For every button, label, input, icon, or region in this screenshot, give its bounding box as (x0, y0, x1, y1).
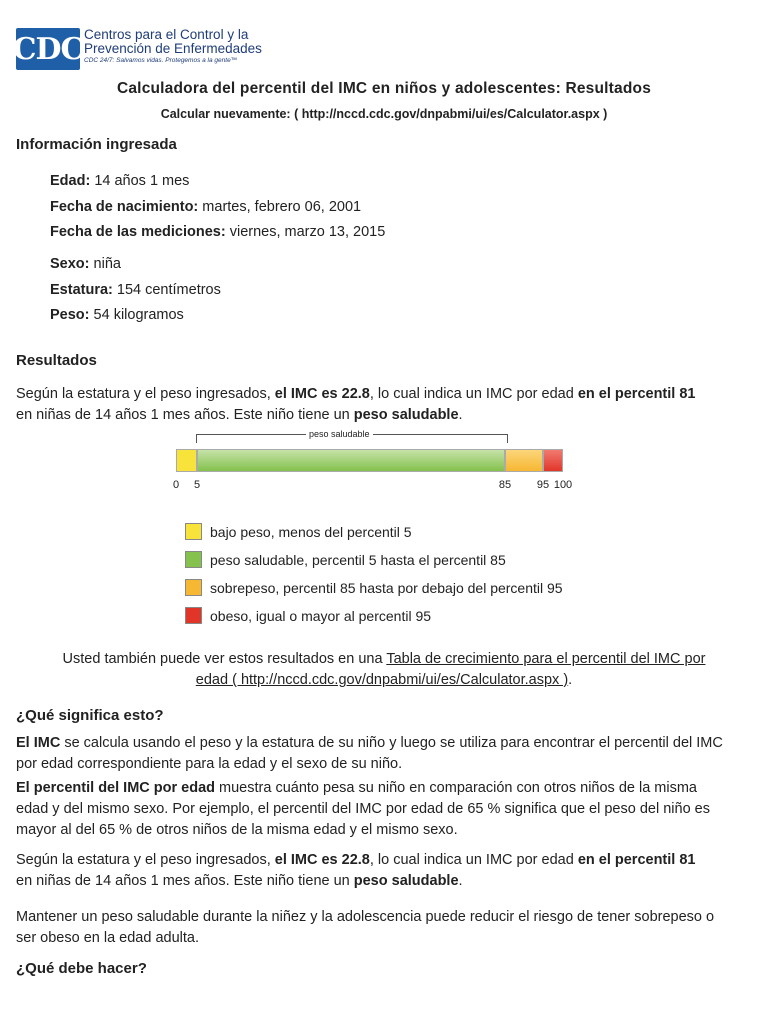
bmi-definition-term: El IMC (16, 735, 61, 751)
tick-95: 95 (536, 479, 550, 491)
growth-chart-text: Usted también puede ver estos resultados en una (62, 651, 387, 667)
recalculate-link[interactable]: Calcular nuevamente: ( http://nccd.cdc.gov/dnpabmi/ui/es/Calculator.aspx ) (160, 107, 608, 121)
page-title: Calculadora del percentil del IMC en niños y adolescentes: Resultados (116, 80, 652, 97)
cdc-logo-text (84, 28, 262, 65)
percentile-definition (16, 778, 726, 841)
tick-5: 5 (193, 479, 201, 491)
bar-underweight (176, 449, 197, 472)
summary-text-1: Según la estatura y el peso ingresados, (16, 852, 275, 868)
info-measure-date (50, 224, 385, 240)
info-height (50, 282, 221, 298)
info-birthdate (50, 199, 361, 215)
sex-label: Sexo: (50, 256, 90, 272)
bmi-value-text: el IMC es 22.8 (274, 386, 370, 402)
legend-label: obeso, igual o mayor al percentil 95 (210, 607, 432, 624)
measure-date-label: Fecha de las mediciones: (50, 224, 226, 240)
results-text-4: . (458, 407, 463, 423)
todo-heading: ¿Qué debe hacer? (16, 960, 147, 977)
results-paragraph (16, 384, 726, 426)
summary-text-4: . (458, 873, 463, 889)
logo-line-1: Centros para el Control y la (84, 27, 249, 42)
percentile-definition-term: El percentil del IMC por edad (16, 780, 216, 796)
logo-line-2: Prevención de Enfermedades (84, 41, 262, 57)
weight-status-text: peso saludable (353, 407, 459, 423)
summary-percentile: en el percentil 81 (577, 852, 696, 868)
results-text-3: en niñas de 14 años 1 mes años. Este niño tiene un (16, 407, 354, 423)
info-heading: Información ingresada (16, 136, 177, 153)
legend-label: bajo peso, menos del percentil 5 (210, 523, 412, 540)
percentile-definition-text: muestra cuánto pesa su niño en comparación con otros niños de la misma edad y del mismo sexo. Por ejemplo, el percentil del IMC por edad de 65 % significa que el peso del niño es mayor al del 65 % de otros niños de la misma edad y el mismo sexo. (16, 780, 710, 838)
age-label: Edad: (50, 173, 91, 189)
legend-underweight (185, 523, 412, 540)
birthdate-label: Fecha de nacimiento: (50, 199, 199, 215)
tick-0: 0 (172, 479, 180, 491)
summary-text-2: , lo cual indica un IMC por edad (369, 852, 578, 868)
maintain-paragraph: Mantener un peso saludable durante la niñez y la adolescencia puede reducir el riesgo de tener sobrepeso o ser obeso en la edad adulta. (16, 909, 715, 946)
results-text-1: Según la estatura y el peso ingresados, (16, 386, 275, 402)
results-text-2: , lo cual indica un IMC por edad (369, 386, 578, 402)
legend-label: peso saludable, percentil 5 hasta el percentil 85 (210, 551, 506, 568)
results-summary (16, 850, 726, 892)
growth-chart-end: . (568, 672, 573, 688)
percentile-text: en el percentil 81 (577, 386, 696, 402)
bar-healthy (197, 449, 505, 472)
summary-text-3: en niñas de 14 años 1 mes años. Este niño tiene un (16, 873, 354, 889)
legend-obese (185, 607, 431, 624)
age-value: 14 años 1 mes (94, 173, 190, 189)
bar-obese (543, 449, 563, 472)
legend-label: sobrepeso, percentil 85 hasta por debajo del percentil 95 (210, 579, 563, 596)
growth-chart-note (24, 649, 744, 691)
summary-weight-status: peso saludable (353, 873, 459, 889)
overweight-swatch (185, 579, 202, 596)
bar-overweight (505, 449, 543, 472)
bmi-definition-text: se calcula usando el peso y la estatura de su niño y luego se utiliza para encontrar el percentil del IMC por edad correspondiente para la edad y el sexo de su niño. (16, 735, 723, 772)
info-sex (50, 256, 121, 272)
tick-100: 100 (553, 479, 573, 491)
underweight-swatch (185, 523, 202, 540)
healthy-swatch (185, 551, 202, 568)
percentile-bar (172, 426, 582, 496)
summary-bmi-value: el IMC es 22.8 (274, 852, 370, 868)
bmi-definition (16, 733, 726, 775)
weight-label: Peso: (50, 307, 90, 323)
measure-date-value: viernes, marzo 13, 2015 (229, 224, 386, 240)
height-value: 154 centímetros (116, 282, 221, 298)
sex-value: niña (93, 256, 121, 272)
growth-chart-link[interactable]: Tabla de crecimiento para el percentil del IMC por (386, 651, 706, 667)
obese-swatch (185, 607, 202, 624)
tick-85: 85 (498, 479, 512, 491)
legend-overweight (185, 579, 563, 596)
results-heading: Resultados (16, 352, 97, 369)
info-age (50, 173, 189, 189)
logo-tagline: CDC 24/7: Salvamos vidas. Protegemos a la gente™ (84, 57, 238, 65)
height-label: Estatura: (50, 282, 113, 298)
healthy-bracket-label: peso saludable (306, 429, 373, 439)
cdc-logo-mark: CDC (16, 28, 80, 70)
info-weight (50, 307, 184, 323)
cdc-logo (12, 27, 262, 70)
weight-value: 54 kilogramos (93, 307, 184, 323)
legend-healthy (185, 551, 506, 568)
birthdate-value: martes, febrero 06, 2001 (202, 199, 362, 215)
growth-chart-link-url[interactable]: edad ( http://nccd.cdc.gov/dnpabmi/ui/es/Calculator.aspx ) (195, 672, 569, 688)
meaning-heading: ¿Qué significa esto? (16, 707, 164, 724)
